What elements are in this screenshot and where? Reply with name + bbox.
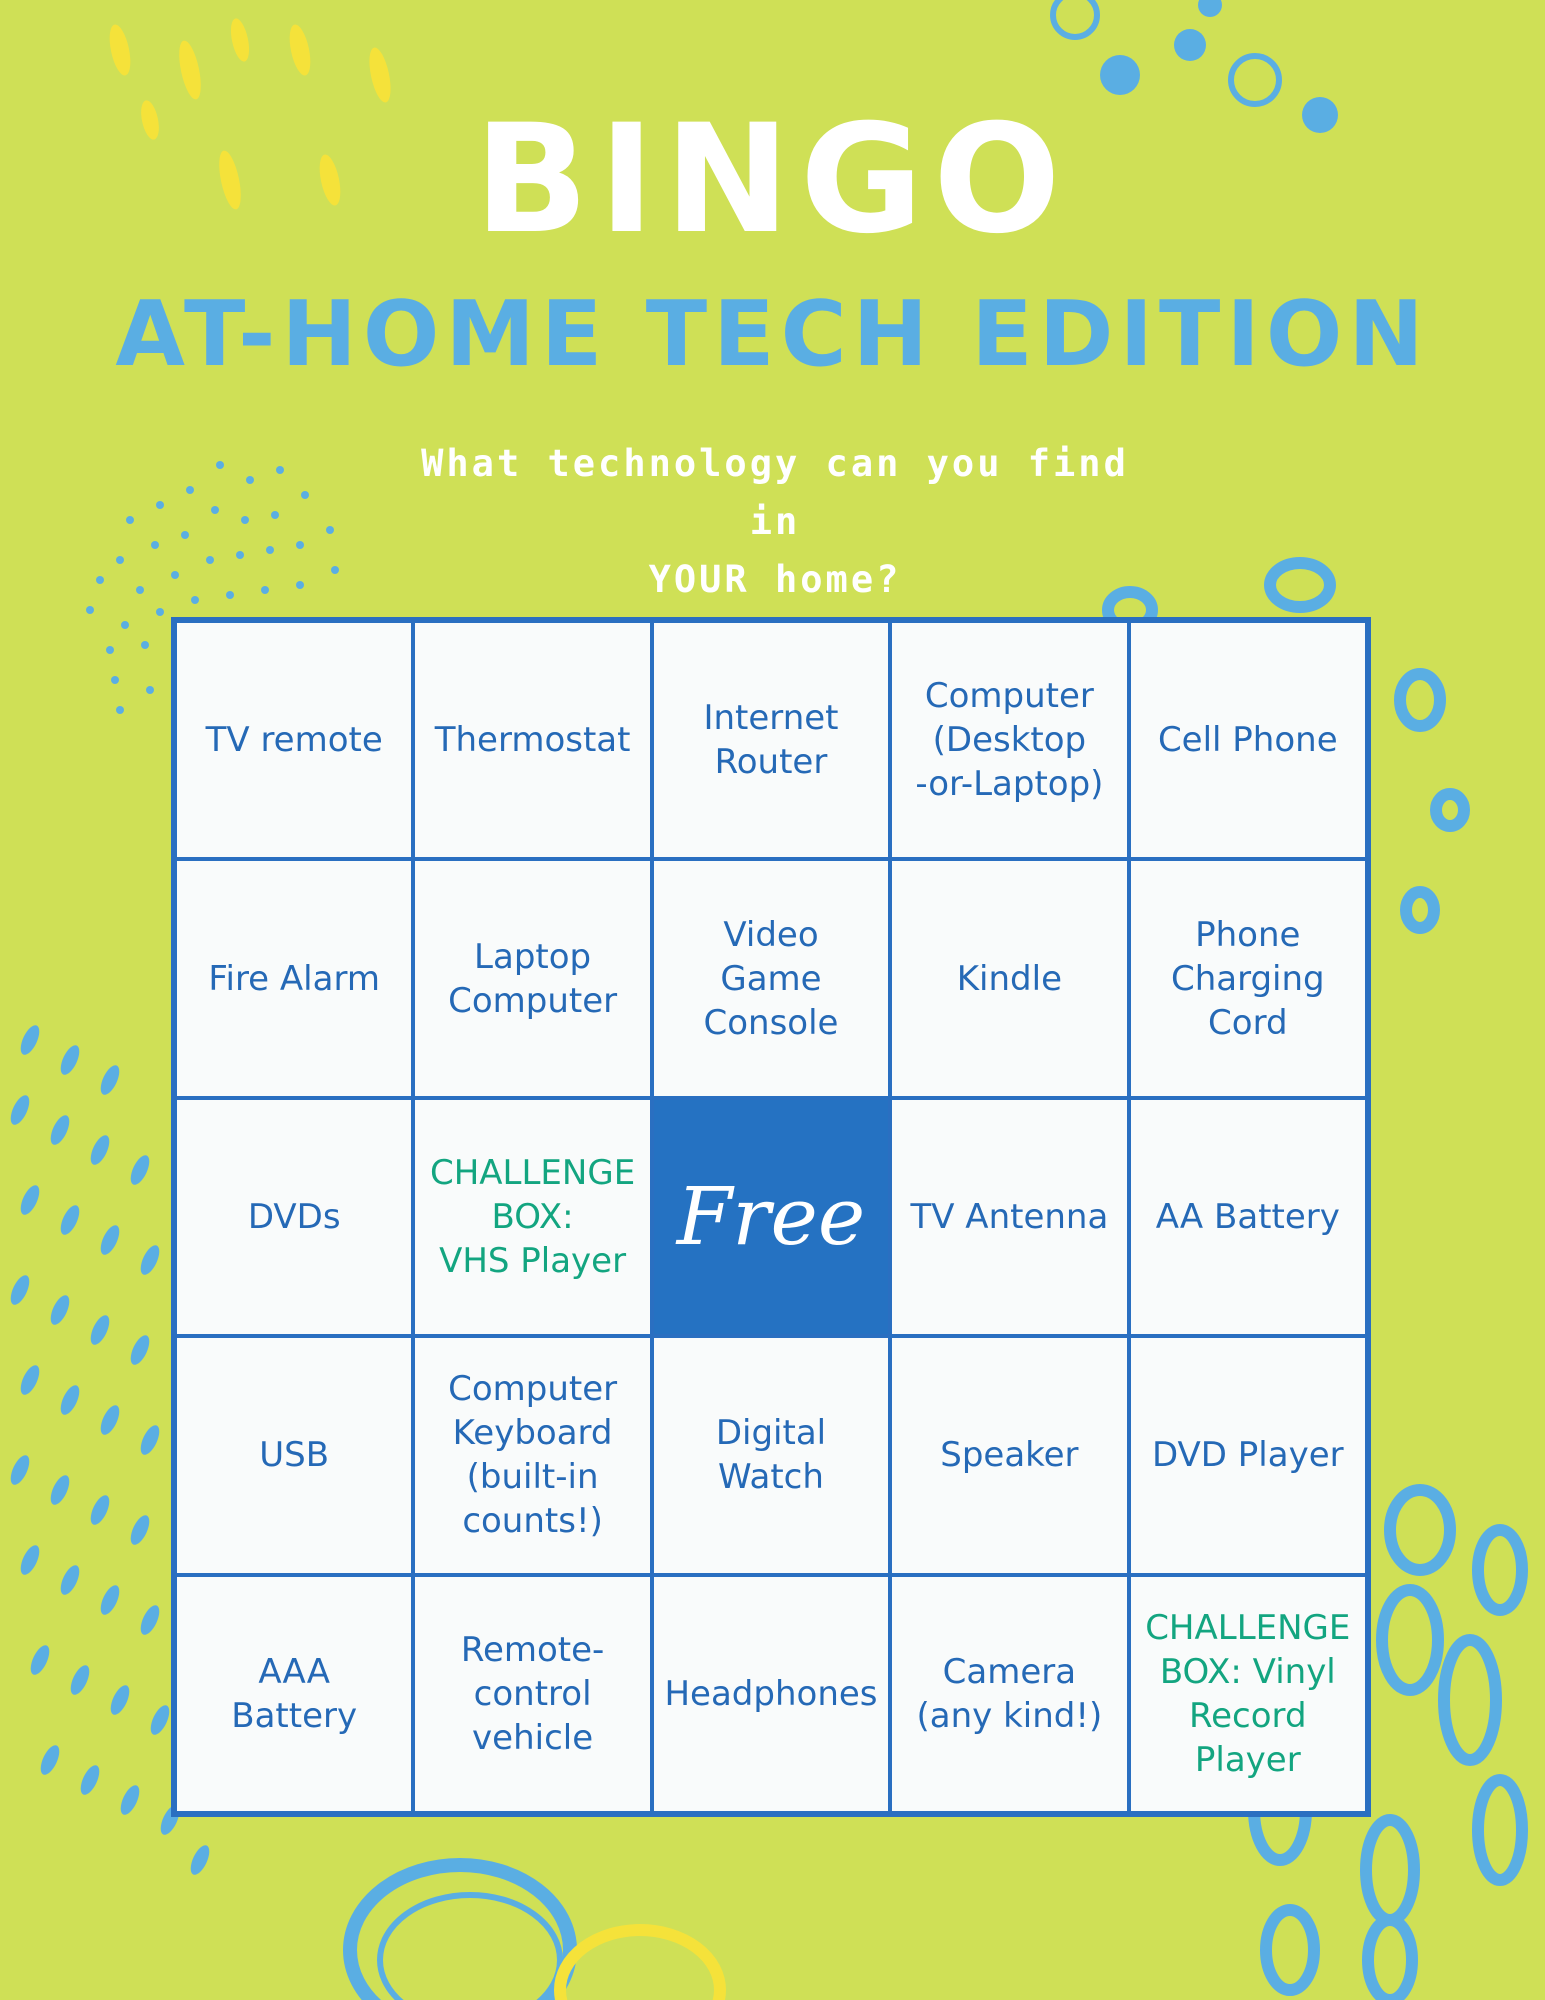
bingo-cell[interactable] (413, 1336, 651, 1574)
bingo-cell-label: Video Game Console (703, 914, 839, 1043)
bingo-cell-challenge[interactable] (413, 1098, 651, 1336)
page-title: BINGO (474, 93, 1071, 267)
bingo-cell[interactable] (175, 1098, 413, 1336)
bingo-cell-label: Fire Alarm (208, 958, 380, 999)
bingo-cell-label: TV Antenna (910, 1196, 1109, 1237)
bingo-cell-label: DVDs (247, 1196, 341, 1237)
bingo-cell-label: TV remote (205, 720, 383, 761)
bingo-cell-label: AA Battery (1155, 1196, 1340, 1237)
bingo-cell-label: Laptop Computer (448, 936, 618, 1021)
bingo-cell[interactable] (890, 621, 1128, 859)
bingo-cell[interactable] (652, 1575, 890, 1813)
bingo-cell[interactable] (413, 1575, 651, 1813)
prompt-text (390, 435, 1160, 609)
bingo-cell-label: CHALLENGE BOX: Vinyl Record Player (1145, 1607, 1351, 1780)
bingo-cell[interactable] (175, 1575, 413, 1813)
bingo-cell-label: CHALLENGE BOX: VHS Player (429, 1152, 636, 1281)
prompt-line-1: What technology can you find in (421, 442, 1129, 543)
prompt-line-2: YOUR home? (648, 558, 902, 601)
bingo-cell[interactable] (652, 859, 890, 1097)
bingo-cell-label: Computer (Desktop -or-Laptop) (915, 676, 1104, 805)
bingo-cell-label: Thermostat (434, 720, 631, 761)
bingo-cell[interactable] (175, 859, 413, 1097)
bingo-cell-label: Kindle (956, 958, 1063, 999)
bingo-cell-label: Computer Keyboard (built-in counts!) (448, 1369, 618, 1542)
bingo-cell[interactable] (890, 1336, 1128, 1574)
bingo-cell-challenge[interactable] (1129, 1575, 1367, 1813)
bingo-cell[interactable] (890, 1575, 1128, 1813)
bingo-cell[interactable] (652, 621, 890, 859)
bingo-cell-label: Camera (any kind!) (916, 1651, 1103, 1736)
bingo-cell-label: USB (259, 1435, 330, 1476)
bingo-cell-label: Free (676, 1169, 866, 1263)
bingo-cell-label: Speaker (940, 1435, 1079, 1476)
bingo-cell-free[interactable] (652, 1098, 890, 1336)
bingo-board (171, 617, 1371, 1817)
bingo-cell[interactable] (1129, 1098, 1367, 1336)
bingo-cell[interactable] (413, 621, 651, 859)
bingo-cell[interactable] (175, 1336, 413, 1574)
bingo-cell[interactable] (1129, 621, 1367, 859)
page-subtitle: AT-HOME TECH EDITION (115, 282, 1430, 387)
bingo-cell[interactable] (1129, 859, 1367, 1097)
bingo-cell[interactable] (890, 859, 1128, 1097)
bingo-cell-label: AAA Battery (231, 1651, 358, 1736)
bingo-cell-label: Phone Charging Cord (1170, 914, 1325, 1043)
bingo-cell-label: Remote- control vehicle (460, 1629, 605, 1758)
bingo-cell-label: Internet Router (703, 698, 839, 783)
bingo-cell-label: Digital Watch (715, 1413, 827, 1498)
bottom-swirl-circles (350, 1865, 720, 2000)
bingo-cell[interactable] (175, 621, 413, 859)
bingo-cell[interactable] (890, 1098, 1128, 1336)
bingo-cell[interactable] (652, 1336, 890, 1574)
bingo-cell-label: DVD Player (1151, 1435, 1344, 1476)
bingo-cell[interactable] (1129, 1336, 1367, 1574)
bingo-cell-label: Headphones (664, 1673, 878, 1714)
bingo-cell-label: Cell Phone (1157, 720, 1338, 761)
bingo-cell[interactable] (413, 859, 651, 1097)
